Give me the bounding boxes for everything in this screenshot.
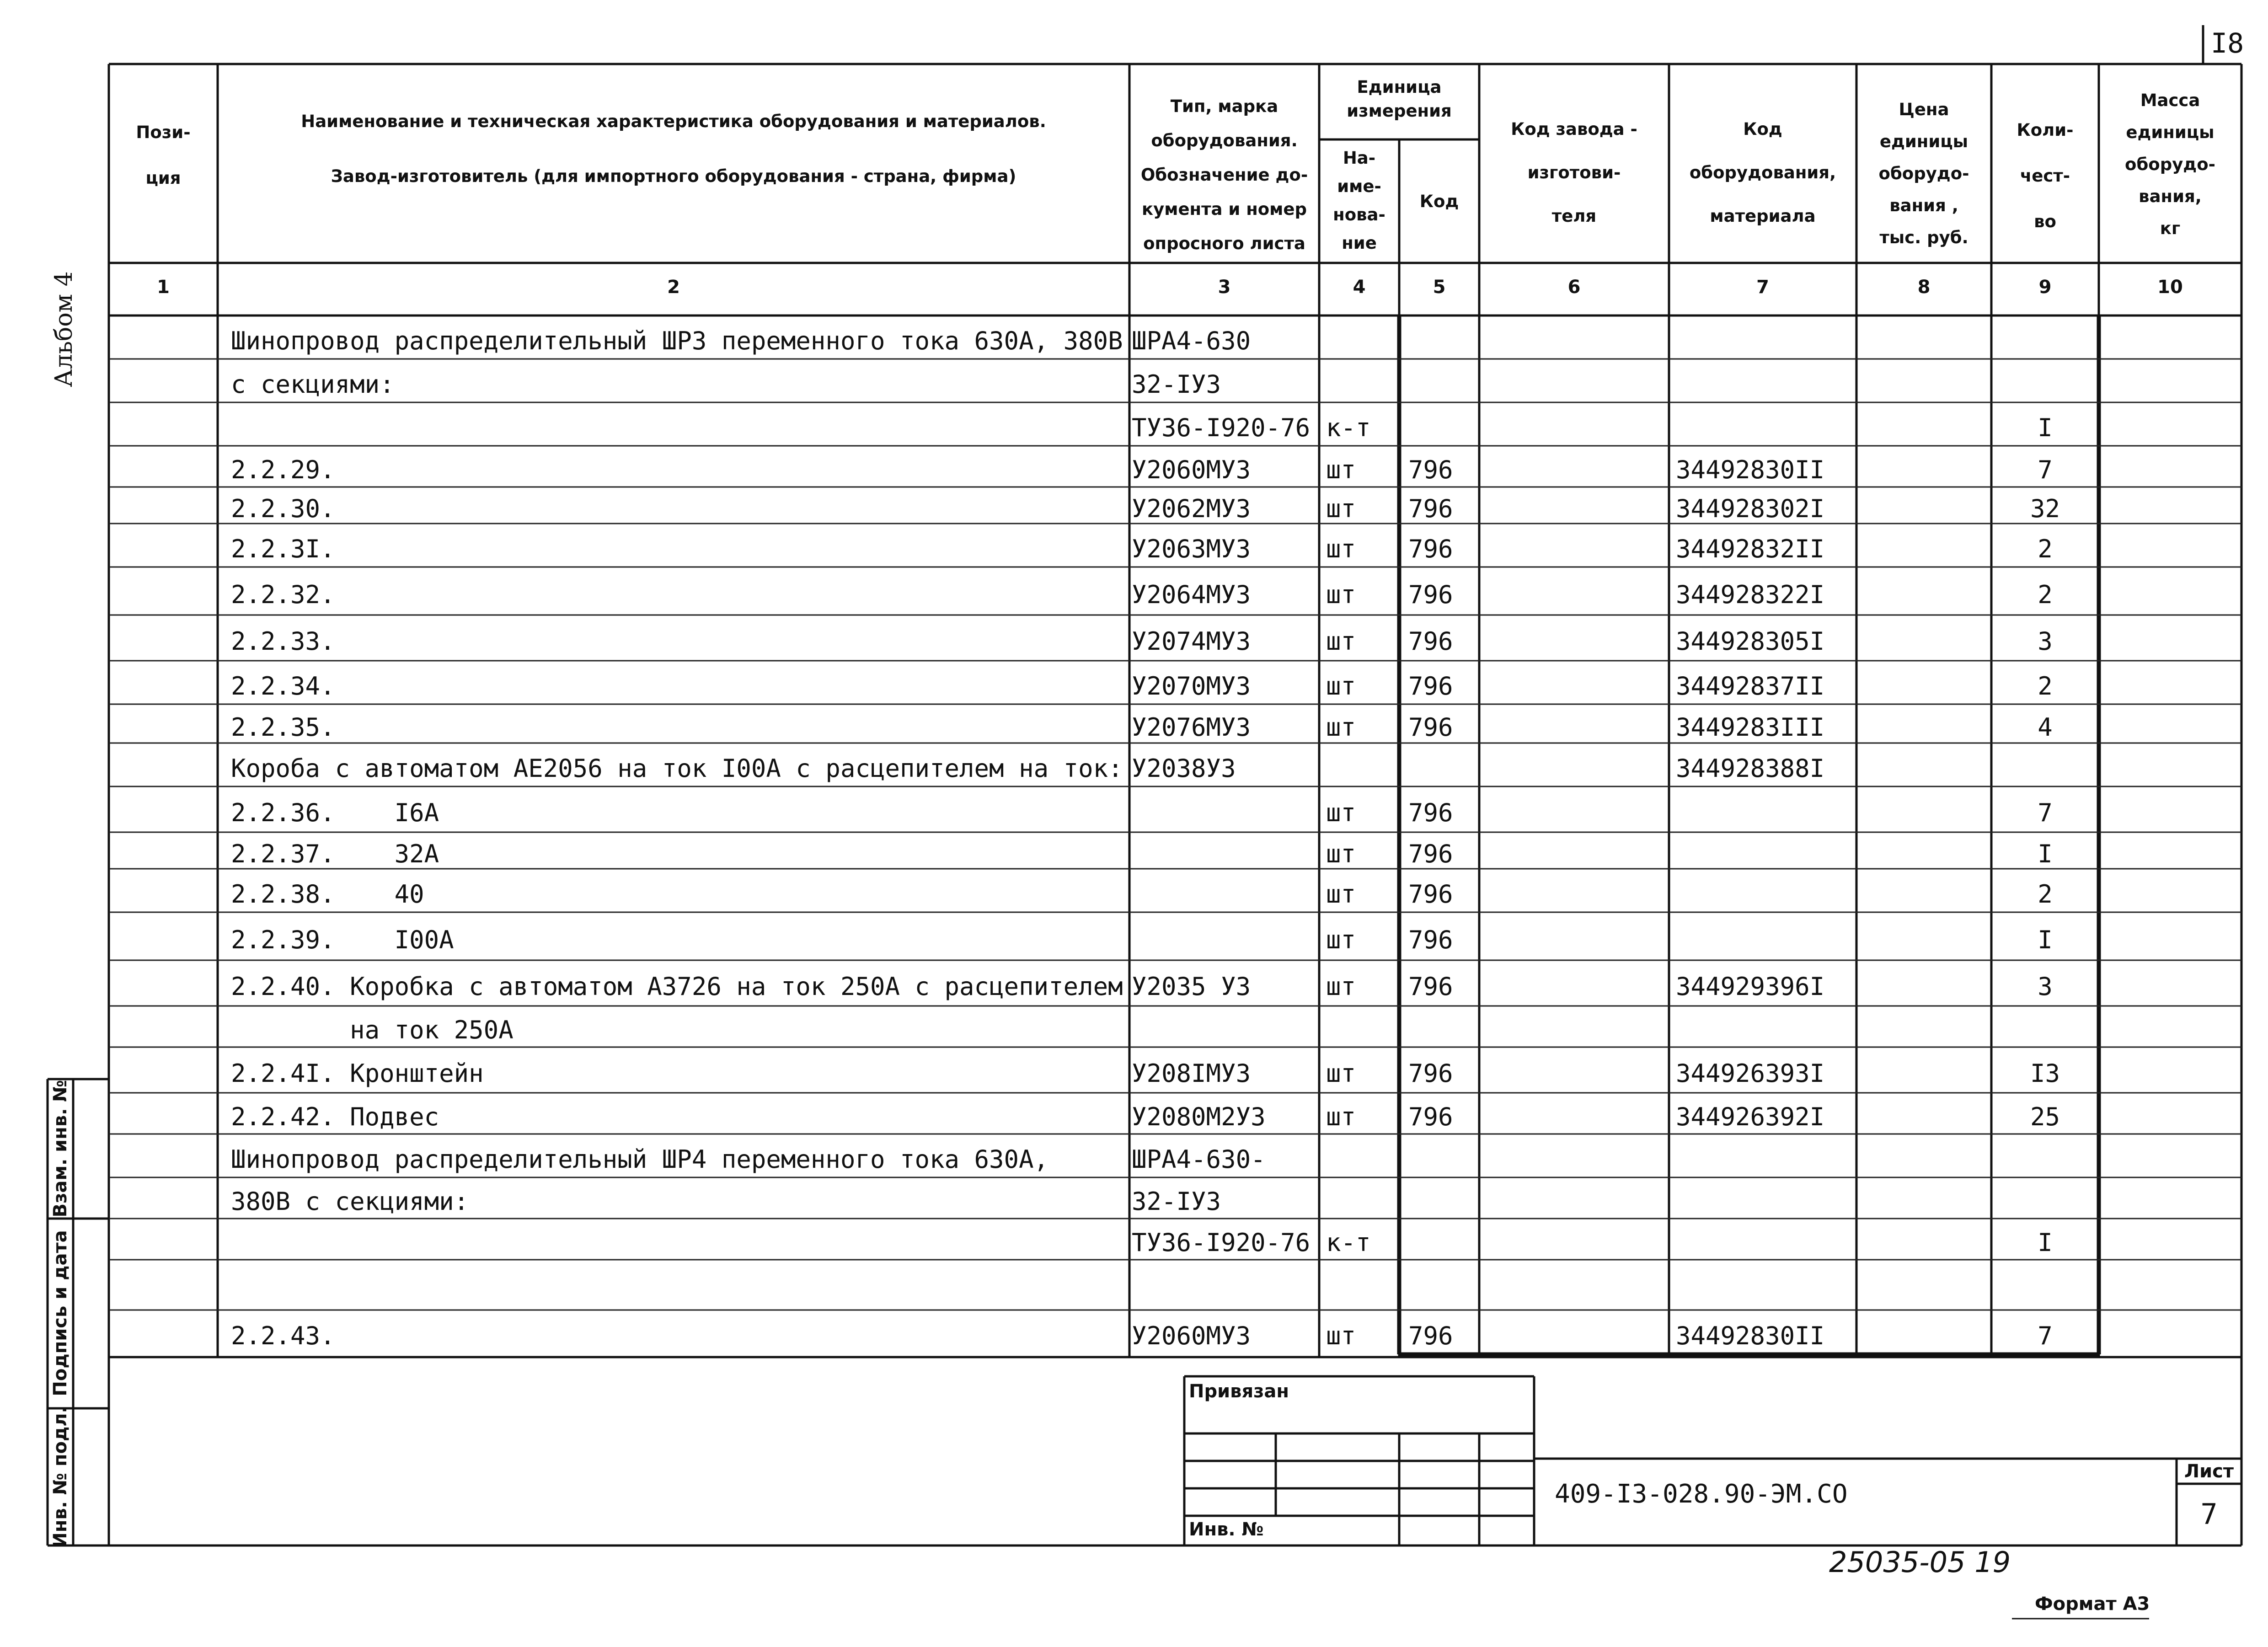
cell-type: У2060МУЗ — [1132, 1321, 1251, 1350]
header-col2-line1: Наименование и техническая характеристика оборудования и материалов. — [301, 112, 1046, 131]
stamp-inv-orig: Инв. № подл. — [50, 1406, 71, 1548]
cell-eq-code: 344926392I — [1676, 1102, 1825, 1131]
cell-type: У2064МУЗ — [1132, 580, 1251, 609]
cell-type: У2070МУЗ — [1132, 671, 1251, 701]
column-number: 9 — [2038, 277, 2052, 298]
header-col1: Пози- ция — [136, 123, 191, 188]
cell-qty: 2 — [2038, 879, 2053, 909]
inv-no-label: Инв. № — [1189, 1519, 1264, 1540]
cell-qty: 2 — [2038, 534, 2053, 563]
cell-type: У2038УЗ — [1132, 754, 1236, 783]
cell-eq-code: 34492830II — [1676, 455, 1825, 484]
cell-name: 2.2.30. — [231, 494, 335, 523]
album-label: Альбом 4 — [50, 271, 78, 387]
cell-name: на ток 250А — [231, 1016, 514, 1044]
header-col3: Тип, марка оборудования. Обозначение до- кумента и номер опросного листа — [1140, 96, 1308, 253]
cell-name: 2.2.35. — [231, 712, 335, 742]
cell-code: 796 — [1408, 972, 1453, 1001]
cell-unit: шт — [1326, 972, 1356, 1001]
header-unit-group: Единица измерения — [1347, 77, 1452, 121]
archive-number: 25035-05 19 — [1829, 1545, 2011, 1579]
cell-qty: I — [2038, 840, 2053, 868]
cell-unit: шт — [1326, 627, 1356, 656]
sheet-label: Лист — [2184, 1461, 2234, 1482]
cell-name: 2.2.37. 32А — [231, 840, 439, 868]
column-number: 4 — [1353, 277, 1366, 298]
cell-code: 796 — [1408, 798, 1453, 827]
cell-type: 32-IУЗ — [1132, 1187, 1221, 1216]
cell-eq-code: 34492832II — [1676, 534, 1825, 563]
cell-name: Шинопровод распределительный ШР4 переменного тока 630А, — [231, 1144, 1049, 1174]
cell-unit: к-т — [1326, 413, 1371, 442]
cell-type: ТУ36-I920-76 — [1132, 1228, 1311, 1257]
cell-code: 796 — [1408, 925, 1453, 954]
cell-name: 2.2.38. 40 — [231, 879, 424, 909]
cell-code: 796 — [1408, 534, 1453, 563]
header-col8: Цена единицы оборудо- вания , тыс. руб. — [1878, 100, 1969, 247]
cell-code: 796 — [1408, 580, 1453, 609]
cell-unit: к-т — [1326, 1228, 1371, 1257]
cell-code: 796 — [1408, 1102, 1453, 1131]
cell-qty: 7 — [2038, 455, 2053, 484]
cell-name: Шинопровод распределительный ШРЗ переменного тока 630А, 380В — [231, 326, 1123, 355]
cell-unit: шт — [1326, 494, 1356, 523]
cell-eq-code: 34492830II — [1676, 1321, 1825, 1350]
cell-code: 796 — [1408, 671, 1453, 701]
cell-type: У2080М2УЗ — [1132, 1102, 1266, 1131]
cell-code: 796 — [1408, 1321, 1453, 1350]
cell-qty: I3 — [2030, 1059, 2060, 1088]
cell-unit: шт — [1326, 580, 1356, 609]
sheet-corner-number: I8 — [2211, 27, 2244, 59]
stamp-sign-date: Подпись и дата — [50, 1230, 71, 1396]
cell-name: 2.2.42. Подвес — [231, 1102, 439, 1131]
cell-unit: шт — [1326, 1059, 1356, 1088]
cell-qty: 7 — [2038, 798, 2053, 827]
cell-name: 2.2.40. Коробка с автоматом А3726 на ток 250А с расцепителем — [231, 972, 1123, 1001]
cell-type: У2062МУЗ — [1132, 494, 1251, 523]
cell-name: 2.2.32. — [231, 580, 335, 609]
cell-type: 32-IУЗ — [1132, 369, 1221, 399]
column-number: 2 — [667, 277, 680, 298]
cell-name: 2.2.39. I00А — [231, 925, 454, 954]
cell-eq-code: 344928305I — [1676, 627, 1825, 656]
cell-unit: шт — [1326, 671, 1356, 701]
cell-type: ШРА4-630- — [1132, 1144, 1266, 1174]
cell-eq-code: 344928388I — [1676, 754, 1825, 783]
cell-qty: 32 — [2030, 494, 2060, 523]
cell-type: У2076МУЗ — [1132, 712, 1251, 742]
header-col2-line2: Завод-изготовитель (для импортного оборудования - страна, фирма) — [331, 166, 1016, 186]
cell-code: 796 — [1408, 879, 1453, 909]
cell-type: У208IМУЗ — [1132, 1059, 1251, 1088]
stamp-inv-swap: Взам. инв. № — [50, 1080, 71, 1218]
cell-qty: 7 — [2038, 1321, 2053, 1350]
header-col5: Код — [1419, 192, 1459, 211]
cell-qty: 3 — [2038, 627, 2053, 656]
cell-code: 796 — [1408, 1059, 1453, 1088]
cell-name: Короба с автоматом АЕ2056 на ток I00А с расцепителем на ток: — [231, 754, 1123, 783]
cell-unit: шт — [1326, 879, 1356, 909]
cell-eq-code: 34492837II — [1676, 671, 1825, 701]
sheet-number: 7 — [2200, 1497, 2218, 1531]
cell-qty: I — [2038, 1228, 2053, 1257]
cell-unit: шт — [1326, 840, 1356, 868]
cell-code: 796 — [1408, 494, 1453, 523]
cell-type: У2035 УЗ — [1132, 972, 1251, 1001]
cell-unit: шт — [1326, 534, 1356, 563]
column-number: 8 — [1917, 277, 1931, 298]
cell-unit: шт — [1326, 712, 1356, 742]
column-number: 3 — [1218, 277, 1231, 298]
cell-code: 796 — [1408, 840, 1453, 868]
cell-code: 796 — [1408, 455, 1453, 484]
header-col6: Код завода - изготови- теля — [1511, 119, 1637, 226]
column-number: 7 — [1756, 277, 1769, 298]
cell-name: 2.2.43. — [231, 1321, 335, 1350]
cell-name: 2.2.29. — [231, 455, 335, 484]
cell-qty: 2 — [2038, 580, 2053, 609]
column-number: 1 — [157, 277, 170, 298]
cell-name: 380В с секциями: — [231, 1187, 469, 1216]
cell-unit: шт — [1326, 798, 1356, 827]
header-col7: Код оборудования, материала — [1689, 119, 1836, 226]
cell-name: 2.2.4I. Кронштейн — [231, 1059, 484, 1088]
cell-unit: шт — [1326, 1321, 1356, 1350]
cell-type: У2060МУЗ — [1132, 455, 1251, 484]
cell-type: У2074МУЗ — [1132, 627, 1251, 656]
cell-name: 2.2.34. — [231, 671, 335, 701]
document-designation: 409-I3-028.90-ЭМ.СО — [1555, 1479, 1848, 1509]
cell-name: 2.2.3I. — [231, 534, 335, 563]
cell-code: 796 — [1408, 627, 1453, 656]
cell-eq-code: 344926393I — [1676, 1059, 1825, 1088]
cell-eq-code: 344928302I — [1676, 494, 1825, 523]
cell-name: 2.2.33. — [231, 627, 335, 656]
header-col4: На- име- нова- ние — [1333, 148, 1385, 253]
cell-type: ТУ36-I920-76 — [1132, 413, 1311, 442]
cell-unit: шт — [1326, 455, 1356, 484]
cell-eq-code: 344929396I — [1676, 972, 1825, 1001]
format-label: Формат А3 — [2035, 1594, 2150, 1615]
header-col9: Коли- чест- во — [2017, 120, 2074, 231]
column-number: 6 — [1567, 277, 1581, 298]
cell-qty: 3 — [2038, 972, 2053, 1001]
linked-label: Привязан — [1189, 1381, 1289, 1402]
cell-eq-code: 3449283III — [1676, 712, 1825, 742]
column-number: 5 — [1433, 277, 1446, 298]
header-col10: Масса единицы оборудо- вания, кг — [2125, 91, 2215, 238]
cell-qty: 25 — [2030, 1102, 2060, 1131]
cell-name: с секциями: — [231, 369, 395, 399]
cell-eq-code: 344928322I — [1676, 580, 1825, 609]
cell-code: 796 — [1408, 712, 1453, 742]
cell-qty: 4 — [2038, 712, 2053, 742]
cell-name: 2.2.36. I6А — [231, 798, 439, 827]
column-number: 10 — [2157, 277, 2183, 298]
cell-qty: 2 — [2038, 671, 2053, 701]
cell-unit: шт — [1326, 925, 1356, 954]
cell-type: У2063МУЗ — [1132, 534, 1251, 563]
cell-qty: I — [2038, 413, 2053, 442]
cell-unit: шт — [1326, 1102, 1356, 1131]
cell-type: ШРА4-630 — [1132, 326, 1251, 355]
cell-qty: I — [2038, 925, 2053, 954]
